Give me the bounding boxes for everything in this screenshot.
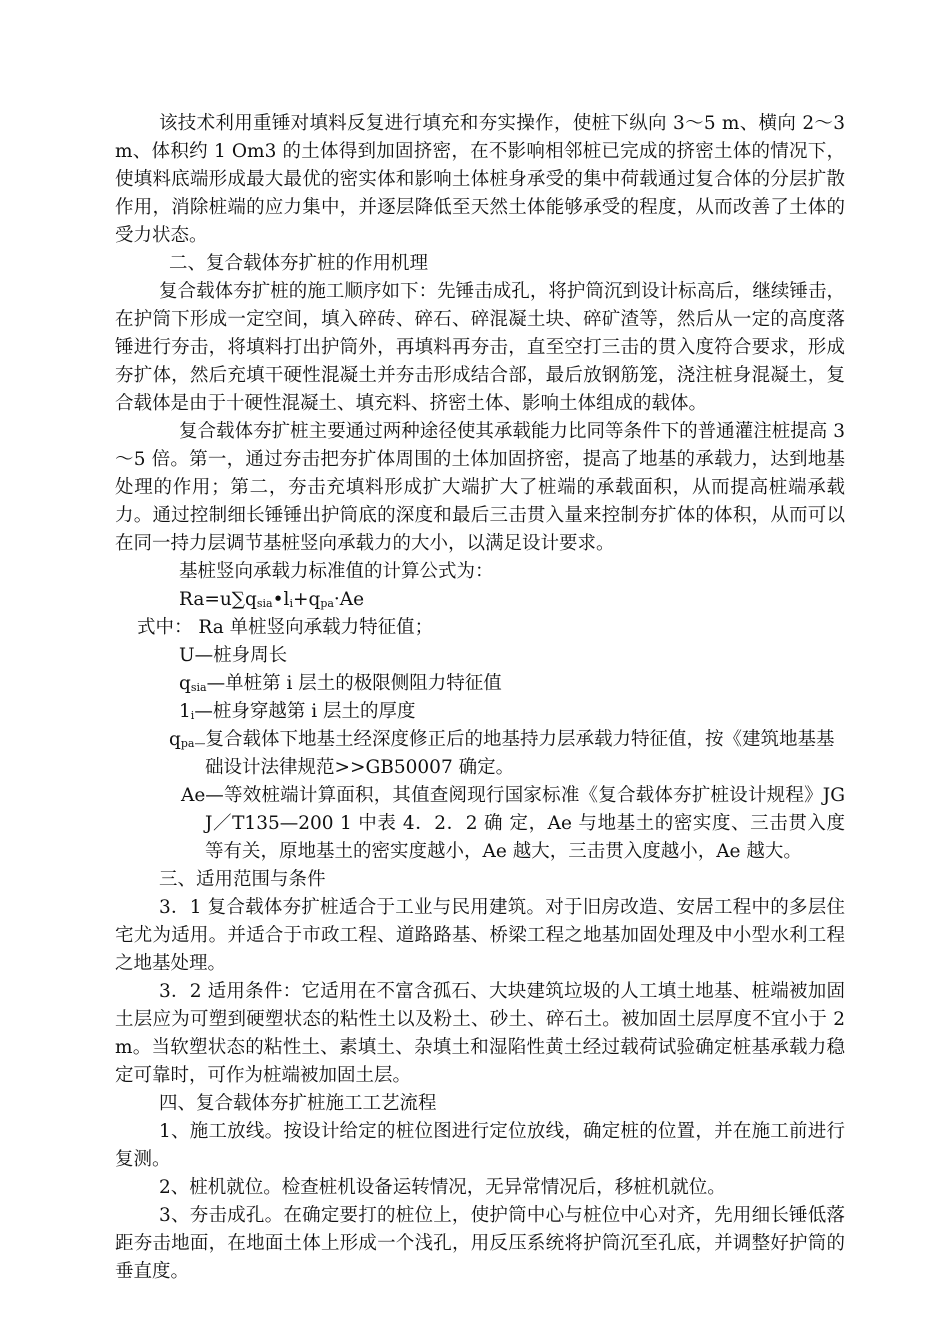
formula-dot-l: •l [272, 589, 290, 610]
symbol-q-pa: q [169, 729, 181, 750]
paragraph-scope-1: 3．1 复合载体夯扩桩适合于工业与民用建筑。对于旧房改造、安居工程中的多层住宅尤为适用。并适合于市政工程、道路路基、桥梁工程之地基加固处理及中小型水利工程之地基处理。 [115, 897, 845, 974]
symbol-sub-pa: pa— [180, 737, 206, 750]
paragraph-mechanism-2: 复合载体夯扩桩主要通过两种途径使其承载能力比同等条件下的普通灌注桩提高 3～5 倍。第一，通过夯击把夯扩体周围的土体加固挤密，提高了地基的承载力，达到地基处理的作用；第二，夯击充填料形成扩大端扩大了桩端的承载面积，从而提高桩端承载力。通过控制细长锤锤出护筒底的深度和最后三击贯入量来控制夯扩体的体积，从而可以在同一持力层调节基桩竖向承载力的大小，以满足设计要求。 [115, 421, 845, 554]
where-line [115, 614, 845, 642]
paragraph-mechanism-1: 复合载体夯扩桩的施工顺序如下：先锤击成孔，将护筒沉到设计标高后，继续锤击，在护筒下形成一定空间，填入碎砖、碎石、碎混凝土块、碎矿渣等，然后从一定的高度落锤进行夯击，将填料打出护筒外，再填料再夯击，直至空打三击的贯入度符合要求，形成夯扩体，然后充填干硬性混凝土并夯击形成结合部，最后放钢筋笼，浇注桩身混凝土，复合载体是由于十硬性混凝土、填充料、挤密土体、影响土体组成的载体。 [115, 281, 845, 414]
heading-section-3: 三、适用范围与条件 [159, 869, 326, 890]
paragraph-step-1: 1、施工放线。按设计给定的桩位图进行定位放线，确定桩的位置，并在施工前进行复测。 [115, 1121, 845, 1170]
paragraph-scope-2: 3．2 适用条件：它适用在不富含孤石、大块建筑垃圾的人工填土地基、桩端被加固土层应为可塑到硬塑状态的粘性土以及粉土、砂土、碎石土。被加固土层厚度不宜小于 2m。当软塑状态的粘性土、素填土、杂填土和湿陷性黄土经过载荷试验确定桩基承载力稳定可靠时，可作为桩端被加固土层。 [115, 981, 845, 1086]
symbol-l: 1 [179, 701, 191, 722]
def-qsia-text: —单桩第 i 层土的极限侧阻力特征值 [206, 673, 502, 694]
where-ra-def: Ra 单桩竖向承载力特征值； [198, 617, 434, 638]
where-label: 式中： [137, 617, 193, 638]
formula-ra: Ra=u∑q [179, 589, 257, 610]
def-u: U—桩身周长 [179, 645, 288, 666]
formula-sub-i: i [289, 597, 293, 610]
formula-tail: ·Ae [333, 589, 365, 610]
formula [115, 586, 845, 614]
symbol-sub-i: i [190, 709, 195, 722]
heading-section-4: 四、复合载体夯扩桩施工工艺流程 [159, 1093, 437, 1114]
def-qsia [115, 670, 845, 698]
document-page [115, 110, 845, 1286]
formula-sub-sia: sia [256, 597, 273, 610]
def-li [115, 698, 845, 726]
symbol-q: q [179, 673, 191, 694]
def-ae: Ae—等效桩端计算面积，其值查阅现行国家标准《复合载体夯扩桩设计规程》JGJ／T135—200 1 中表 4．2．2 确 定，Ae 与地基土的密实度、三击贯入度等有关，原地基土的密实度越小，Ae 越大，三击贯入度越小，Ae 越大。 [181, 785, 845, 862]
paragraph-step-2: 2、桩机就位。检查桩机设备运转情况，无异常情况后，移桩机就位。 [159, 1177, 726, 1198]
def-qpa [115, 726, 845, 782]
def-li-text: —桩身穿越第 i 层土的厚度 [194, 701, 416, 722]
formula-plus-q: +q [292, 589, 321, 610]
heading-section-2: 二、复合载体夯扩桩的作用机理 [169, 253, 429, 274]
formula-sub-pa: pa [320, 597, 334, 610]
symbol-sub-sia: sia [190, 681, 207, 694]
def-qpa-text: 复合载体下地基土经深度修正后的地基持力层承载力特征值，按《建筑地基基础设计法律规范>>GB50007 确定。 [205, 729, 835, 778]
paragraph-step-3: 3、夯击成孔。在确定要打的桩位上，使护筒中心与桩位中心对齐，先用细长锤低落距夯击地面，在地面土体上形成一个浅孔，用反压系统将护筒沉至孔底，并调整好护筒的垂直度。 [115, 1205, 845, 1282]
paragraph-intro: 该技术利用重锤对填料反复进行填充和夯实操作，使桩下纵向 3～5 m、横向 2～3 m、体积约 1 Om3 的土体得到加固挤密，在不影响相邻桩已完成的挤密土体的情况下，使填料底端形成最大最优的密实体和影响土体桩身承受的集中荷载通过复合体的分层扩散作用，消除桩端的应力集中，并逐层降低至天然土体能够承受的程度，从而改善了土体的受力状态。 [115, 113, 845, 246]
formula-intro: 基桩竖向承载力标准值的计算公式为： [179, 561, 494, 582]
